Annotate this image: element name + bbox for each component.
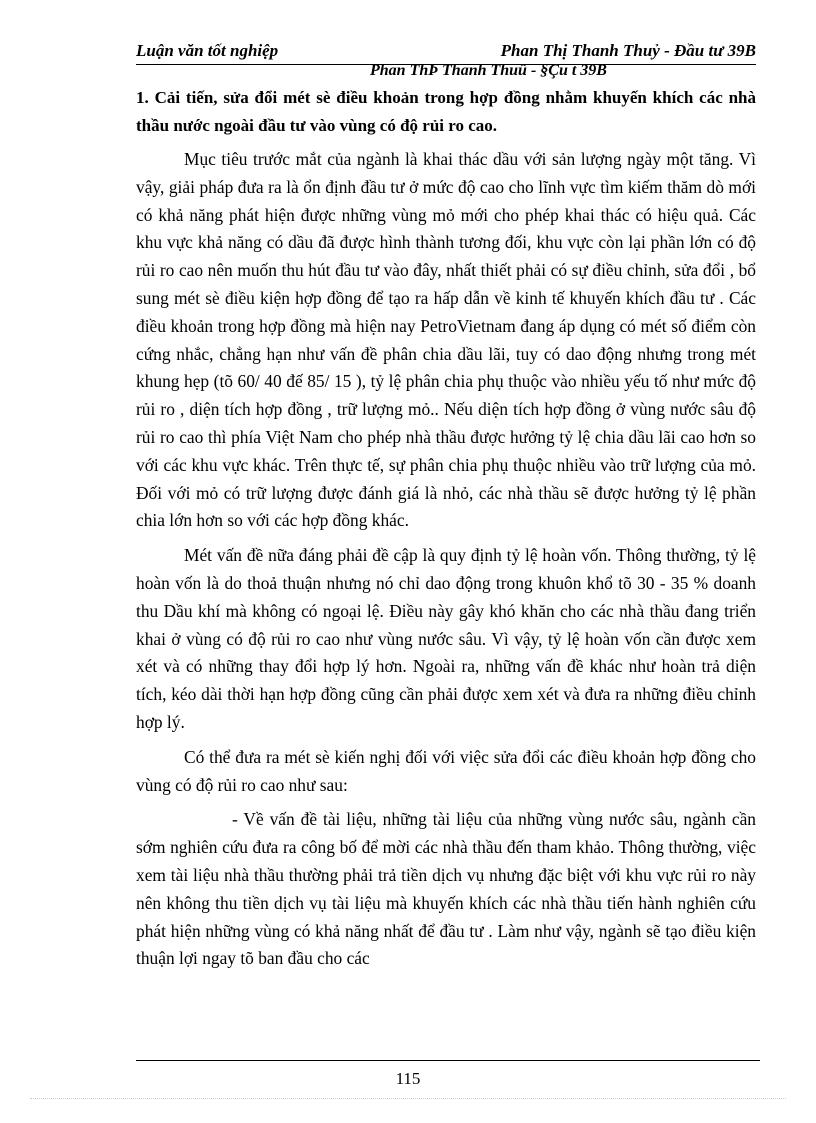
paragraph-3: Có thể đưa ra mét sè kiến nghị đối với việc sửa đổi các điều khoản hợp đồng cho vùng có độ rủi ro cao như sau: [136, 746, 756, 795]
header-author-garbled: Phan ThÞ Thanh Thuû - §Çu t 39B [370, 62, 607, 79]
paragraph-4: - Về vấn đề tài liệu, những tài liệu của những vùng nước sâu, ngành cần sớm nghiên cứu đưa ra công bố để mời các nhà thầu đến tham khảo. Thông thường, việc xem tài liệu nhà thầu thường phải trả tiền dịch vụ nhưng đặc biệt với khu vực rủi ro này nên không thu tiền dịch vụ tài liệu mà khuyến khích các nhà thầu tiến hành nghiên cứu phát hiện những vùng có khả năng nhất để đầu tư . Làm như vậy, ngành sẽ tạo điều kiện thuận lợi ngay tõ ban đầu cho các [136, 809, 756, 969]
paragraph-1: Mục tiêu trước mắt của ngành là khai thác dầu với sản lượng ngày một tăng. Vì vậy, giải pháp đưa ra là ổn định đầu tư ở mức độ cao cho lĩnh vực tìm kiếm thăm dò mới có khả năng phát hiện được những vùng mỏ mới cho phép khai thác có hiệu quả. Các khu vực khả năng có dầu đã được hình thành tương đối, khu vực còn lại phần lớn có độ rủi ro cao nên muốn thu hút đầu tư vào đây, nhất thiết phải có sự điều chỉnh, sửa đổi , bổ sung mét sè điều kiện hợp đồng để tạo ra hấp dẫn về kinh tế khuyến khích đầu tư . Các điều khoản trong hợp đồng mà hiện nay PetroVietnam đang áp dụng có mét số điểm còn cứng nhắc, chẳng hạn như vấn đề phân chia dầu lãi, tuy có dao động nhưng trong mét khung hẹp (tõ 60/ 40 đế 85/ 15 ), tỷ lệ phân chia phụ thuộc vào nhiều yếu tố như mức độ rủi ro , diện tích hợp đồng , trữ lượng mỏ.. Nếu diện tích hợp đồng ở vùng nước sâu độ rủi ro cao thì phía Việt Nam cho phép nhà thầu được hưởng tỷ lệ chia dầu lãi cao hơn so với các khu vực khác. Trên thực tế, sự phân chia phụ thuộc nhiều vào trữ lượng của mỏ. Đối với mỏ có trữ lượng được đánh giá là nhỏ, các nhà thầu sẽ được hưởng tỷ lệ phần chia lớn hơn so với các hợp đồng khác. [136, 149, 756, 531]
paragraph-2: Mét vấn đề nữa đáng phải đề cập là quy định tỷ lệ hoàn vốn. Thông thường, tỷ lệ hoàn vốn là do thoả thuận nhưng nó chỉ dao động trong khuôn khổ tõ 30 - 35 % doanh thu Dầu khí mà không có ngoại lệ. Điều này gây khó khăn cho các nhà thầu đang triển khai ở vùng có độ rủi ro cao như vùng nước sâu. Vì vậy, tỷ lệ hoàn vốn cần được xem xét và có những thay đổi hợp lý hơn. Ngoài ra, những vấn đề khác như hoàn trả diện tích, kéo dài thời hạn hợp đồng cũng cần phải được xem xét và đưa ra những điều chỉnh hợp lý. [136, 545, 756, 732]
page-bottom-dotted-line [30, 1098, 786, 1099]
page-number: 115 [395, 1069, 421, 1088]
header-thesis-label: Luận văn tốt nghiệp [136, 41, 279, 60]
section-title: 1. Cải tiến, sửa đổi mét sè điều khoản trong hợp đồng nhằm khuyến khích các nhà thầu nước ngoài đầu tư vào vùng có độ rủi ro cao. [136, 88, 756, 135]
footer-divider [136, 1060, 760, 1061]
header-author: Phan Thị Thanh Thuỷ - Đầu tư 39B [500, 41, 756, 60]
page-body [136, 84, 756, 980]
